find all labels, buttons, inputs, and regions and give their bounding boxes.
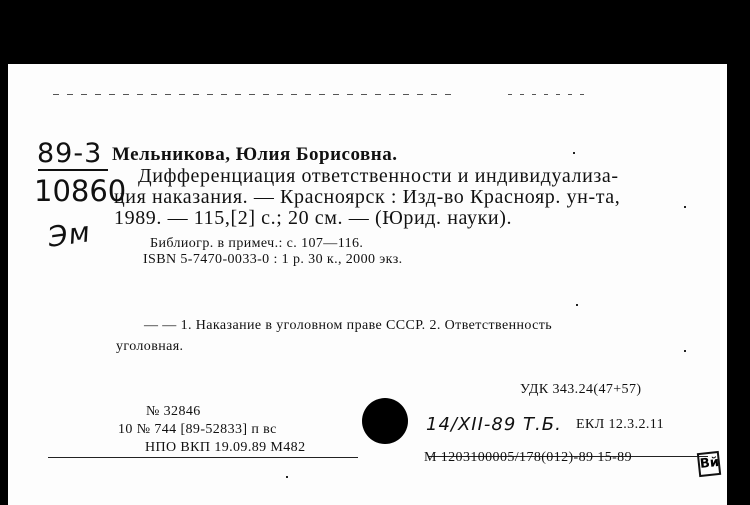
shelfmark-underline <box>38 169 108 171</box>
record-number: № 32846 <box>146 404 201 419</box>
publication-code: М 1203100005/178(012)-89 15-89 <box>424 450 632 465</box>
speck <box>684 206 686 208</box>
ekl-code: ЕКЛ 12.3.2.11 <box>576 417 665 432</box>
subjects-line-2: уголовная. <box>116 339 184 354</box>
record-heading: Мельникова, Юлия Борисовна. <box>112 144 398 165</box>
isbn-line: ISBN 5-7470-0033-0 : 1 р. 30 к., 2000 экз. <box>143 252 403 267</box>
order-line: 10 № 744 [89-52833] п вс <box>118 422 277 437</box>
corner-stamp: Вй <box>697 451 721 477</box>
title-line-2: ция наказания. — Красноярск : Изд-во Краснояр. ун-та, <box>114 186 621 208</box>
speck <box>684 350 686 352</box>
handwritten-date: 14/XII-89 Т.Б. <box>426 414 562 435</box>
title-line-1: Дифференциация ответственности и индивидуализа- <box>138 165 619 187</box>
udk-code: УДК 343.24(47+57) <box>520 382 642 397</box>
bibliography-note: Библиогр. в примеч.: с. 107—116. <box>150 236 364 251</box>
npo-line: НПО ВКП 19.09.89 М482 <box>145 440 306 455</box>
catalog-card <box>8 64 727 505</box>
speck <box>573 152 575 154</box>
speck <box>286 476 288 478</box>
title-line-3: 1989. — 115,[2] с.; 20 см. — (Юрид. науки). <box>114 207 513 229</box>
top-dashed-rule <box>53 94 453 95</box>
punch-hole <box>362 398 408 444</box>
handwritten-number: 10860 <box>34 174 127 208</box>
bottom-rule-left <box>48 457 358 458</box>
top-dashed-rule-right <box>508 94 588 95</box>
subjects-line-1: — — 1. Наказание в уголовном праве СССР. 2. Ответственность <box>144 318 553 333</box>
handwritten-shelfmark: 89-3 <box>37 138 103 169</box>
speck <box>576 304 578 306</box>
handwritten-mark: Эм <box>45 215 93 254</box>
